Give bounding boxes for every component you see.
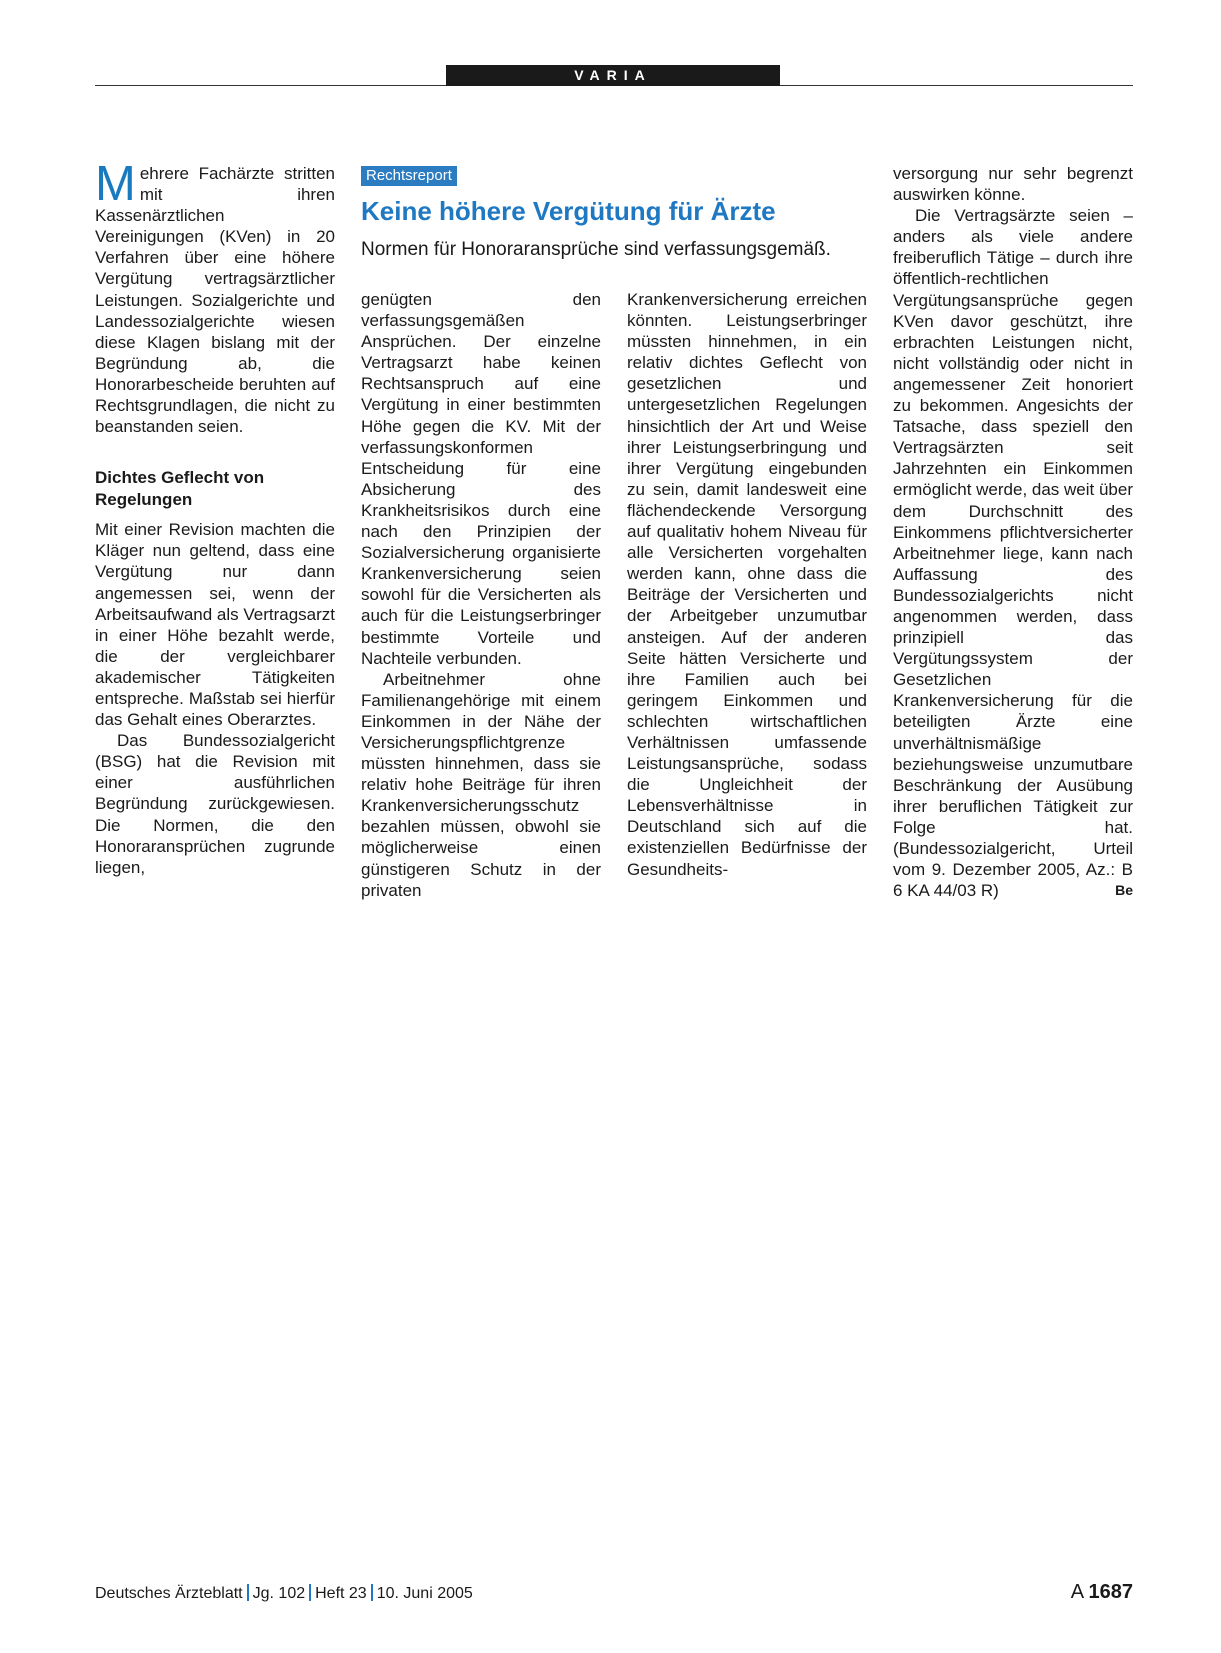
volume: Jg. 102 xyxy=(252,1585,306,1602)
separator xyxy=(371,1584,373,1601)
closing-text: Die Vertragsärzte seien – anders als viele andere freiberuflich Tätige – durch ihre öffentlich-rechtlichen Vergütungsansprüche gegen KVen davor geschützt, ihre erbrachten Leistungen nicht, nicht vollständig oder nicht in angemessener Zeit honoriert zu bekommen. Angesichts der Tatsache, dass speziell den Vertragsärzten seit Jahrzehnten ein Einkommen ermöglicht werde, das weit über dem Durchschnitt des Einkommens pflichtversicherter Arbeitnehmer liege, kann nach Auffassung des Bundessozialgerichts nicht angenommen werden, dass prinzipiell das Vergütungssystem der Gesetzlichen Krankenversicherung für die beteiligten Ärzte eine unverhältnismäßige beziehungsweise unzumutbare Beschränkung der Ausübung ihrer beruflichen Tätigkeit zur Folge hat. (Bundessozialgericht, Urteil vom 9. Dezember 2005, Az.: B 6 KA 44/03 R) xyxy=(893,206,1134,901)
paragraph: Mit einer Revision machten die Kläger nun geltend, dass eine Vergütung nur dann angemessen sei, wenn der Arbeitsaufwand als Vertragsarzt in einer Höhe bezahlt werde, die der vergleichbarer akademischer Tätigkeiten entspreche. Maßstab sei hierfür das Gehalt eines Oberarztes. xyxy=(95,520,336,730)
article-column-1 xyxy=(95,157,336,878)
journal-name: Deutsches Ärzteblatt xyxy=(95,1585,243,1602)
paragraph: Krankenversicherung erreichen könnten. Leistungserbringer müssten hinnehmen, in ein relativ dichtes Geflecht von gesetzlichen und untergesetzlichen Regelungen hinsichtlich der Art und Weise ihrer Leistungserbringung und ihrer Vergütung eingebunden zu sein, damit landesweit eine flächendeckende Versorgung auf qualitativ hohem Niveau für alle Versicherten vorgehalten werden kann, ohne dass die Beiträge der Versicherten und der Arbeitgeber unzumutbar ansteigen. Auf der anderen Seite hätten Versicherte und ihre Familien auch bei geringem Einkommen und schlechten wirtschaftlichen Verhältnissen umfassende Leistungsansprüche, sodass die Ungleichheit der Lebensverhältnisse in Deutschland sich auf die existenziellen Bedürfnisse der Gesundheits- xyxy=(627,290,867,879)
separator xyxy=(309,1584,311,1601)
page-number xyxy=(1040,1580,1133,1604)
article-headline: Keine höhere Vergütung für Ärzte xyxy=(361,196,776,226)
separator xyxy=(247,1584,249,1601)
page-prefix: A xyxy=(1070,1581,1083,1603)
intro-paragraph xyxy=(95,157,335,437)
intro-text: ehrere Fachärzte stritten mit ihren Kassenärztlichen Vereinigungen (KVen) in 20 Verfahren über eine höhere Vergütung vertragsärztlicher Leistungen. Sozialgerichte und Landessozialgerichte wiesen diese Klagen bislang mit der Begründung ab, die Honorarbescheide beruhten auf Rechtsgrundlagen, die nicht zu beanstanden seien. xyxy=(95,164,335,437)
paragraph: genügten den verfassungsgemäßen Ansprüchen. Der einzelne Vertragsarzt habe keinen Rechtsanspruch auf eine Vergütung in einer bestimmten Höhe gegen die KV. Mit der verfassungskonformen Entscheidung für eine Absicherung des Krankheitsrisikos durch eine nach den Prinzipien der Sozialversicherung organisierte Krankenversicherung seien sowohl für die Versicherten als auch für die Leistungserbringer bestimmte Vorteile und Nachteile verbunden. xyxy=(361,290,601,668)
page-number-value: 1687 xyxy=(1088,1581,1133,1603)
section-label: VARIA xyxy=(446,65,780,86)
category-tag: Rechtsreport xyxy=(361,166,457,186)
dropcap: M xyxy=(95,157,136,211)
article-column-2 xyxy=(361,289,601,901)
article-column-3 xyxy=(627,289,867,880)
article-subline: Normen für Honoraransprüche sind verfassungsgemäß. xyxy=(361,239,831,260)
paragraph xyxy=(893,205,1133,901)
paragraph: versorgung nur sehr begrenzt auswirken könne. xyxy=(893,164,1133,205)
author-initials: Be xyxy=(1115,882,1133,899)
paragraph: Arbeitnehmer ohne Familienangehörige mit einem Einkommen in der Nähe der Versicherungspflichtgrenze müssten hinnehmen, dass sie relativ hohe Beiträge für ihren Krankenversicherungsschutz bezahlen müssen, obwohl sie möglicherweise einen günstigeren Schutz in der privaten xyxy=(361,669,601,900)
issue-date: 10. Juni 2005 xyxy=(376,1585,473,1602)
issue: Heft 23 xyxy=(315,1585,367,1602)
footer-citation xyxy=(95,1584,473,1604)
article-column-4 xyxy=(893,163,1133,901)
subheading: Dichtes Geflecht von Regelungen xyxy=(95,468,265,510)
paragraph: Das Bundessozialgericht (BSG) hat die Revision mit einer ausführlichen Begründung zurückgewiesen. Die Normen, die den Honoraransprüchen zugrunde liegen, xyxy=(95,731,335,877)
